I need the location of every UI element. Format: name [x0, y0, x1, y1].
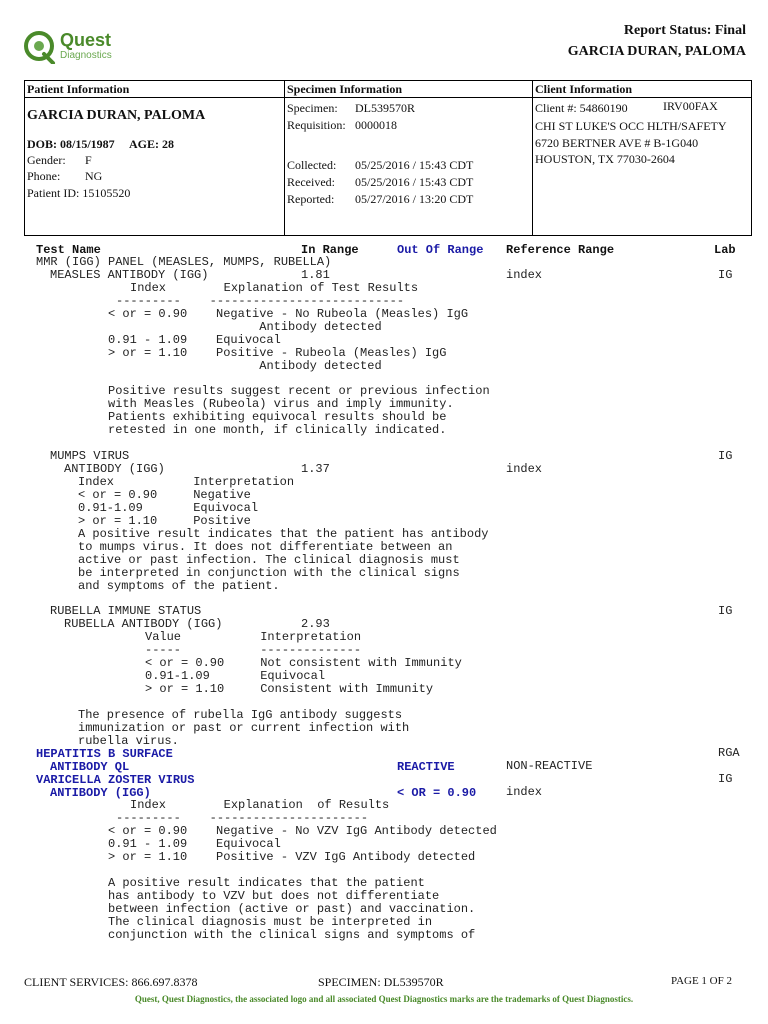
- patient-dob-age: DOB: 08/15/1987 AGE: 28: [27, 137, 175, 151]
- mumps-table-row: > or = 1.10 Positive: [78, 514, 251, 528]
- measles-table-rule: --------- ---------------------------: [116, 294, 405, 308]
- vzv-test-name: VARICELLA ZOSTER VIRUS: [36, 773, 195, 787]
- vzv-value: < OR = 0.90: [397, 786, 477, 800]
- vzv-subtest: ANTIBODY (IGG): [50, 786, 151, 800]
- vzv-comment: A positive result indicates that the patient: [108, 876, 425, 890]
- specimen-value: DL539570R: [355, 101, 415, 115]
- col-out-of-range: Out Of Range: [397, 243, 484, 257]
- rubella-value: 2.93: [301, 617, 330, 631]
- vzv-row: < or = 0.90 Negative - No VZV IgG Antibody detected: [108, 824, 497, 838]
- patient-id: Patient ID: 15105520: [27, 186, 131, 200]
- patient-name: GARCIA DURAN, PALOMA: [27, 108, 206, 123]
- measles-row: Antibody detected: [0, 320, 382, 334]
- phone-label: Phone:: [27, 169, 61, 183]
- hepb-test-name: HEPATITIS B SURFACE: [36, 747, 173, 761]
- header-patient-name: GARCIA DURAN, PALOMA: [567, 44, 746, 59]
- measles-row: > or = 1.10 Positive - Rubeola (Measles) IgG: [108, 346, 447, 360]
- rubella-table-row: ----- --------------: [145, 643, 362, 657]
- client-info-heading: Client Information: [535, 82, 632, 96]
- specimen-info-heading: Specimen Information: [287, 82, 402, 96]
- mumps-table-row: < or = 0.90 Negative: [78, 488, 251, 502]
- vzv-comment: conjunction with the clinical signs and symptoms of: [108, 928, 476, 942]
- specimen-label: Specimen:: [287, 101, 338, 115]
- client-line-2: 6720 BERTNER AVE # B-1G040: [535, 136, 699, 150]
- col-lab: Lab: [714, 243, 736, 257]
- rubella-lab: IG: [718, 604, 733, 618]
- rubella-table-row: Value Interpretation: [145, 630, 362, 644]
- reported-value: 05/27/2016 / 13:20 CDT: [355, 192, 474, 206]
- rubella-comment: The presence of rubella IgG antibody suggests: [78, 708, 403, 722]
- measles-ref: index: [506, 268, 543, 282]
- patient-info-heading: Patient Information: [27, 82, 130, 96]
- client-number: Client #: 54860190: [535, 101, 628, 115]
- mumps-subtest: ANTIBODY (IGG): [64, 462, 165, 476]
- measles-comment: retested in one month, if clinically indicated.: [108, 423, 447, 437]
- mumps-table-row: 0.91-1.09 Equivocal: [78, 501, 259, 515]
- info-divider-2: [532, 81, 533, 235]
- rubella-comment: immunization or past or current infection with: [78, 721, 410, 735]
- rubella-table-row: 0.91-1.09 Equivocal: [145, 669, 326, 683]
- vzv-ref: index: [506, 785, 543, 799]
- info-divider-1: [284, 81, 285, 235]
- footer-legal-notice: Quest, Quest Diagnostics, the associated logo and all associated Quest Diagnostics marks are the trademarks of Quest Diagnostics.: [134, 994, 634, 1004]
- collected-value: 05/25/2016 / 15:43 CDT: [355, 158, 474, 172]
- client-line-1: CHI ST LUKE'S OCC HLTH/SAFETY: [535, 119, 727, 133]
- hepb-value: REACTIVE: [397, 760, 455, 774]
- vzv-comment: The clinical diagnosis must be interpreted in: [108, 915, 433, 929]
- gender-label: Gender:: [27, 153, 66, 167]
- phone-value: NG: [85, 169, 103, 183]
- panel-title: MMR (IGG) PANEL (MEASLES, MUMPS, RUBELLA): [36, 255, 332, 269]
- measles-test-name: MEASLES ANTIBODY (IGG): [50, 268, 209, 282]
- mumps-comment: A positive result indicates that the patient has antibody: [78, 527, 489, 541]
- reported-label: Reported:: [287, 192, 335, 206]
- logo-subtitle: Diagnostics: [60, 50, 112, 61]
- measles-lab: IG: [718, 268, 733, 282]
- col-reference-range: Reference Range: [506, 243, 615, 257]
- collected-label: Collected:: [287, 158, 337, 172]
- col-in-range: In Range: [301, 243, 359, 257]
- received-value: 05/25/2016 / 15:43 CDT: [355, 175, 474, 189]
- mumps-ref: index: [506, 462, 543, 476]
- rubella-comment: rubella virus.: [78, 734, 179, 748]
- vzv-comment: between infection (active or past) and vaccination.: [108, 902, 476, 916]
- logo-word: Quest: [60, 30, 112, 50]
- measles-comment: Positive results suggest recent or previous infection: [108, 384, 490, 398]
- measles-row: Antibody detected: [0, 359, 382, 373]
- col-test-name: Test Name: [36, 243, 101, 257]
- client-line-3: HOUSTON, TX 77030-2604: [535, 152, 675, 166]
- mumps-value: 1.37: [301, 462, 330, 476]
- vzv-lab: IG: [718, 772, 733, 786]
- hepb-subtest: ANTIBODY QL: [50, 760, 130, 774]
- measles-comment: Patients exhibiting equivocal results should be: [108, 410, 447, 424]
- rubella-table-row: > or = 1.10 Consistent with Immunity: [145, 682, 434, 696]
- footer-client-services: CLIENT SERVICES: 866.697.8378: [24, 975, 198, 989]
- footer-page-number: PAGE 1 OF 2: [670, 975, 732, 987]
- vzv-comment: has antibody to VZV but does not differentiate: [108, 889, 440, 903]
- hepb-lab: RGA: [718, 746, 740, 760]
- quest-logo-icon: [24, 30, 56, 64]
- requisition-label: Requisition:: [287, 118, 346, 132]
- measles-row: < or = 0.90 Negative - No Rubeola (Measles) IgG: [108, 307, 469, 321]
- mumps-comment: to mumps virus. It does not differentiate between an: [78, 540, 453, 554]
- vzv-table-head: Index Explanation of Results: [130, 798, 390, 812]
- quest-logo: [24, 30, 134, 64]
- measles-table-head: Index Explanation of Test Results: [130, 281, 419, 295]
- hepb-ref: NON-REACTIVE: [506, 759, 593, 773]
- vzv-row: 0.91 - 1.09 Equivocal: [108, 837, 281, 851]
- info-box: [24, 80, 752, 236]
- report-status: Report Status: Final: [623, 23, 746, 38]
- mumps-lab: IG: [718, 449, 733, 463]
- rubella-test-name: RUBELLA IMMUNE STATUS: [50, 604, 202, 618]
- mumps-comment: and symptoms of the patient.: [78, 579, 280, 593]
- measles-value: 1.81: [301, 268, 330, 282]
- rubella-subtest: RUBELLA ANTIBODY (IGG): [64, 617, 223, 631]
- received-label: Received:: [287, 175, 335, 189]
- requisition-value: 0000018: [355, 118, 397, 132]
- mumps-comment: be interpreted in conjunction with the clinical signs: [78, 566, 460, 580]
- measles-comment: with Measles (Rubeola) virus and imply immunity.: [108, 397, 454, 411]
- vzv-table-rule: --------- ----------------------: [116, 811, 369, 825]
- mumps-comment: active or past infection. The clinical diagnosis must: [78, 553, 460, 567]
- measles-row: 0.91 - 1.09 Equivocal: [108, 333, 281, 347]
- gender-value: F: [85, 153, 92, 167]
- client-fax: IRV00FAX: [663, 99, 718, 113]
- vzv-row: > or = 1.10 Positive - VZV IgG Antibody detected: [108, 850, 476, 864]
- rubella-table-row: < or = 0.90 Not consistent with Immunity: [145, 656, 462, 670]
- mumps-table-row: Index Interpretation: [78, 475, 295, 489]
- mumps-test-name: MUMPS VIRUS: [50, 449, 130, 463]
- footer-specimen: SPECIMEN: DL539570R: [318, 975, 444, 989]
